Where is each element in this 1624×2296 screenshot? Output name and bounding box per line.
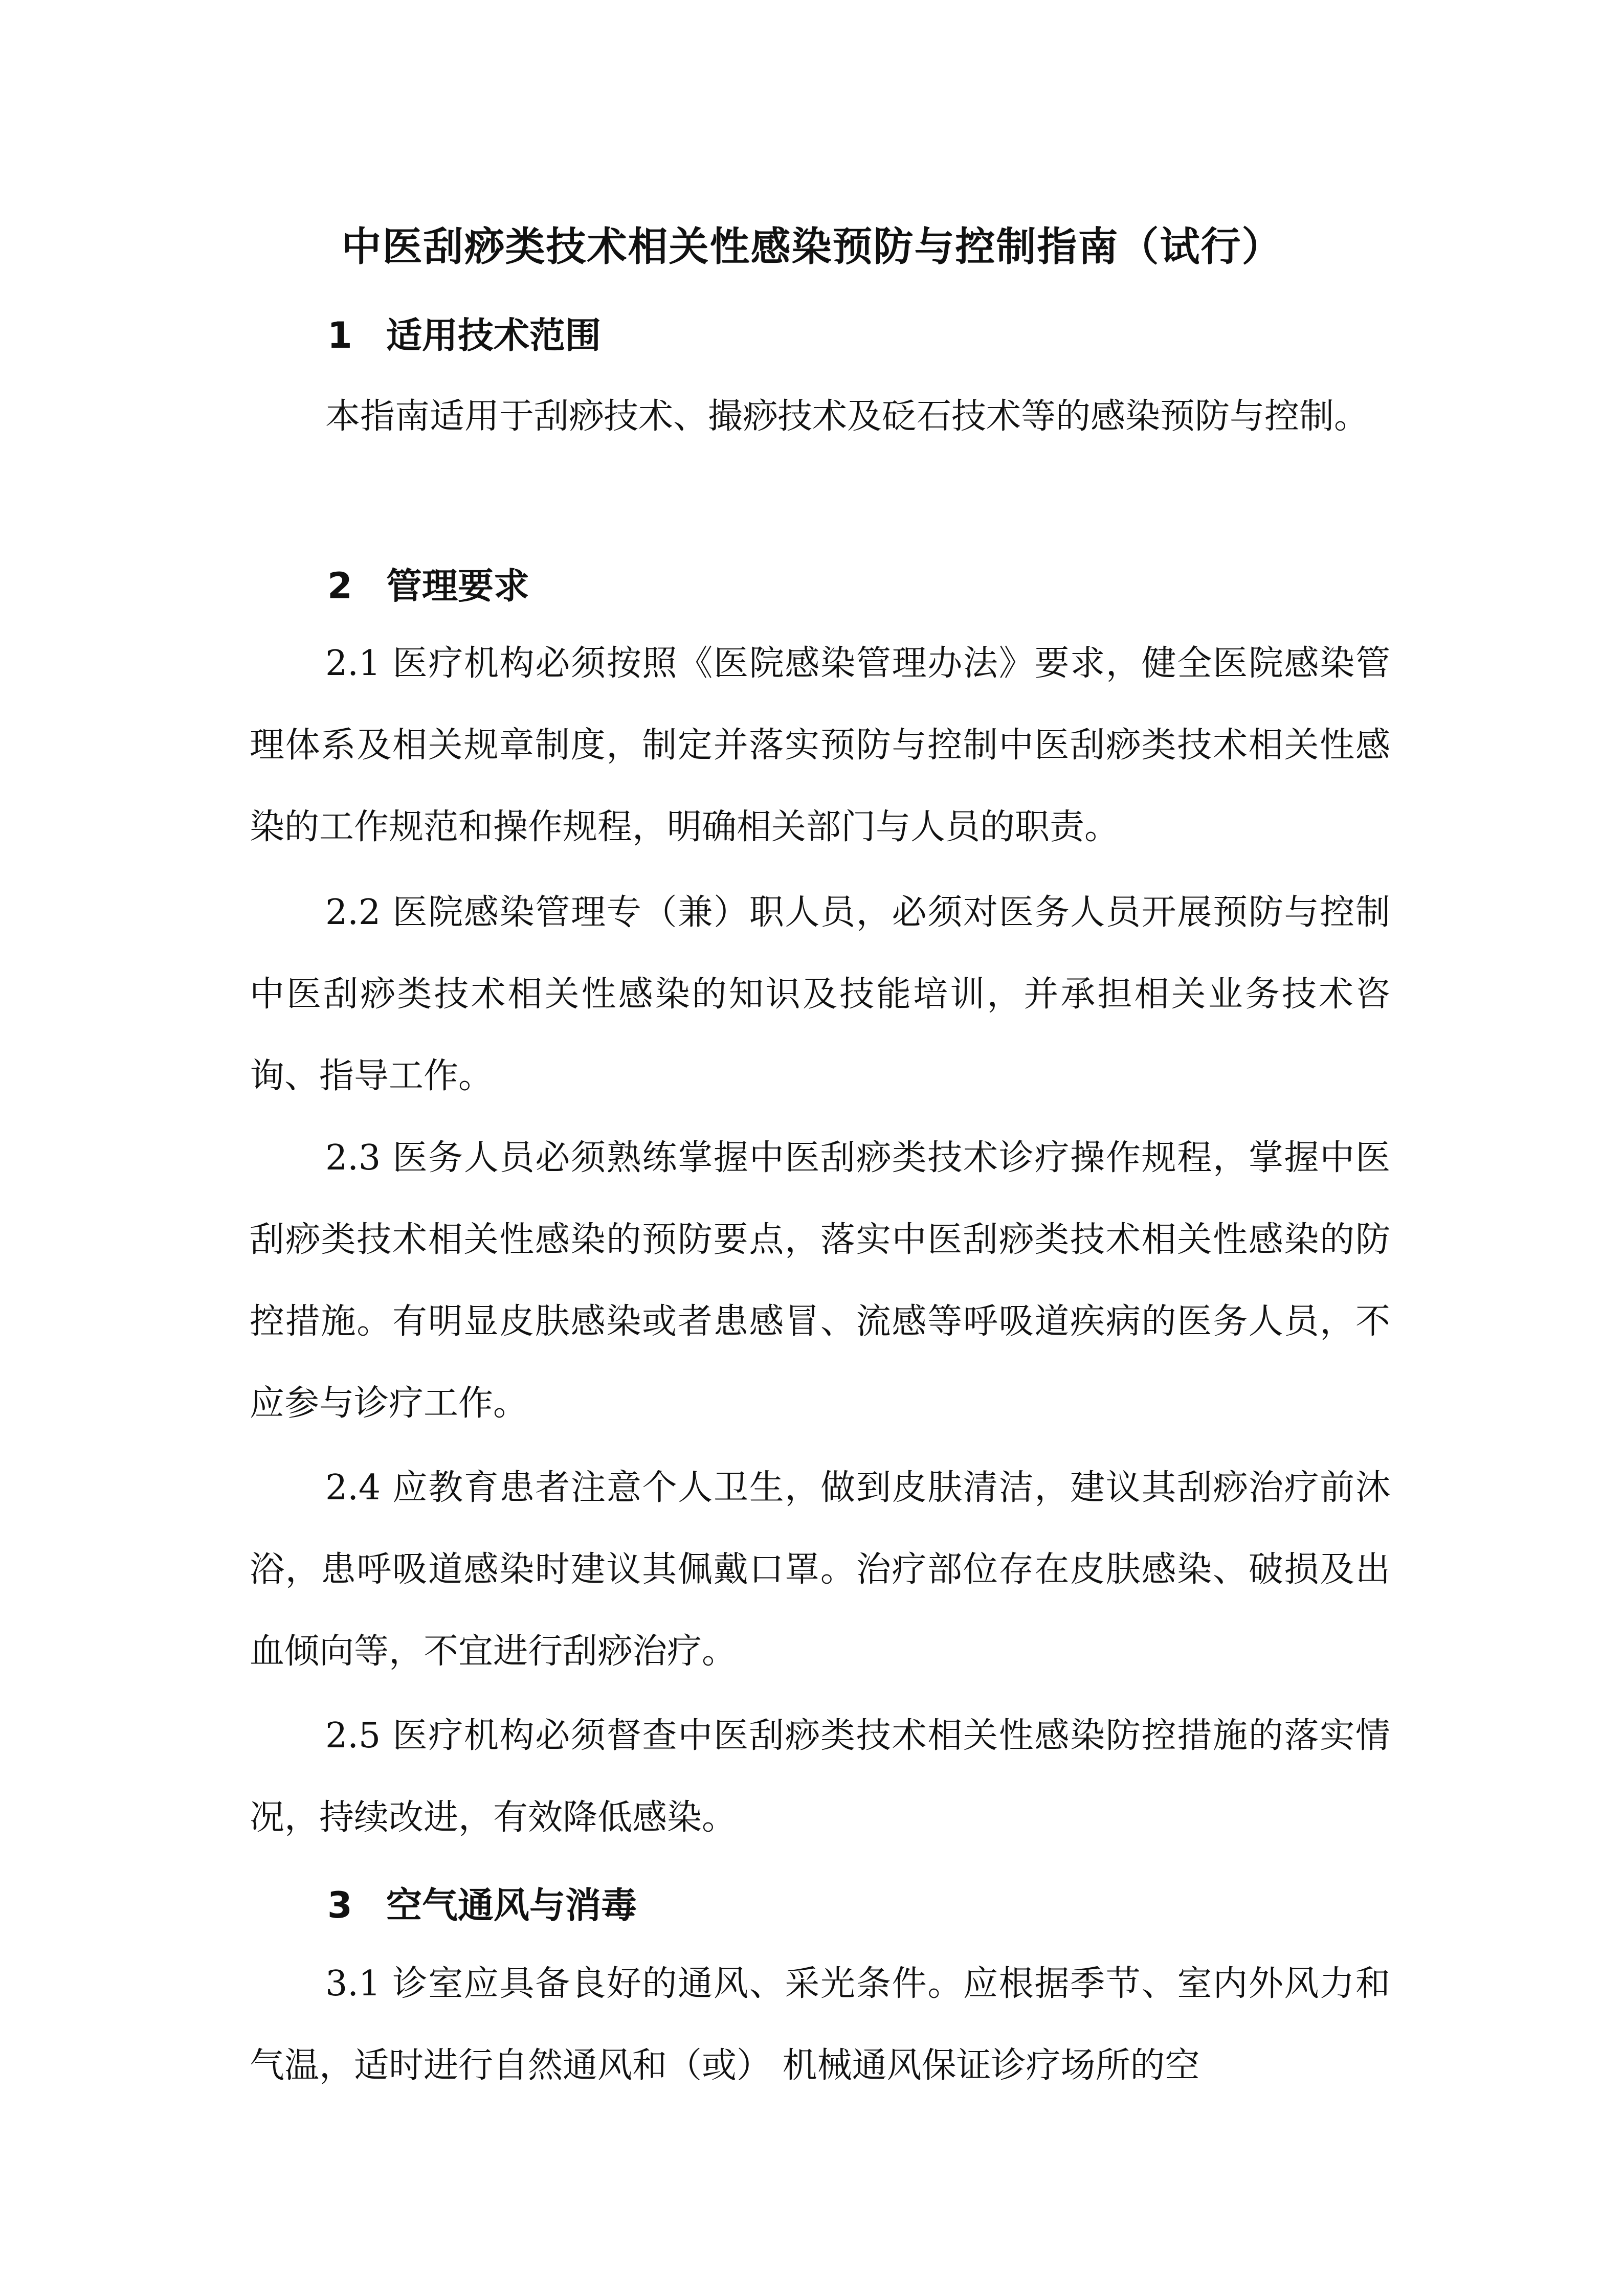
section-title: 管理要求 <box>386 565 529 607</box>
section-title: 空气通风与消毒 <box>386 1884 637 1926</box>
document-title: 中医刮痧类技术相关性感染预防与控制指南（试行） <box>341 224 1283 270</box>
section-title: 适用技术范围 <box>386 314 601 356</box>
paragraph-1: 本指南适用于刮痧技术、撮痧技术及砭石技术等的感染预防与控制。 <box>325 396 1369 437</box>
section-number: 2 <box>327 565 352 607</box>
paragraph-2-4: 2.4 应教育患者注意个人卫生，做到皮肤清洁，建议其刮痧治疗前沐浴，患呼吸道感染时建议其佩戴口罩。治疗部位存在皮肤感染、破损及出血倾向等，不宜进行刮痧治疗。 <box>250 1468 1390 1672</box>
section-1-heading <box>327 307 601 358</box>
paragraph-3-1: 3.1 诊室应具备良好的通风、采光条件。应根据季节、室内外风力和气温，适时进行自然通风和（或） 机械通风保证诊疗场所的空 <box>250 1964 1390 2086</box>
section-number: 1 <box>327 314 352 356</box>
section-3-heading <box>327 1877 637 1928</box>
section-2-heading <box>327 557 529 609</box>
paragraph-2-3: 2.3 医务人员必须熟练掌握中医刮痧类技术诊疗操作规程，掌握中医刮痧类技术相关性感染的预防要点，落实中医刮痧类技术相关性感染的防控措施。有明显皮肤感染或者患感冒、流感等呼吸道疾病的医务人员，不应参与诊疗工作。 <box>250 1138 1390 1424</box>
paragraph-2-2: 2.2 医院感染管理专（兼）职人员，必须对医务人员开展预防与控制中医刮痧类技术相关性感染的知识及技能培训，并承担相关业务技术咨询、指导工作。 <box>250 892 1390 1096</box>
paragraph-2-1: 2.1 医疗机构必须按照《医院感染管理办法》要求，健全医院感染管理体系及相关规章制度，制定并落实预防与控制中医刮痧类技术相关性感染的工作规范和操作规程，明确相关部门与人员的职责。 <box>250 643 1390 847</box>
paragraph-2-5: 2.5 医疗机构必须督查中医刮痧类技术相关性感染防控措施的落实情况，持续改进，有效降低感染。 <box>250 1716 1390 1838</box>
section-number: 3 <box>327 1884 352 1926</box>
